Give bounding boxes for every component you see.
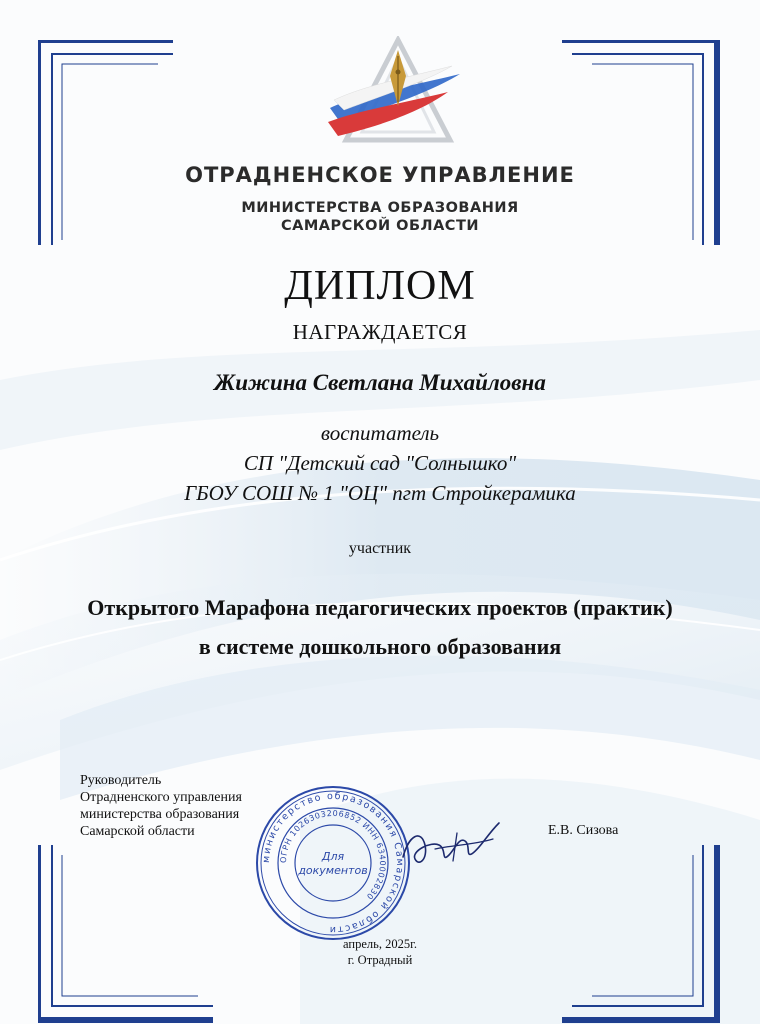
recipient-position: воспитатель [320, 421, 440, 445]
organization-subtitle [0, 199, 760, 235]
awarded-label: НАГРАЖДАЕТСЯ [292, 320, 468, 344]
stamp-inner-text: ОГРН 1026303206852 ИНН 6340002830 [278, 808, 388, 902]
recipient-institution-1: СП "Детский сад "Солнышко" [243, 451, 517, 475]
recipient-name: Жижина Светлана Михайловна [214, 370, 546, 395]
event-line-1: Открытого Марафона педагогических проектов (практик) [87, 595, 673, 620]
signatory-name: Е.В. Сизова [548, 823, 619, 838]
official-stamp [253, 783, 413, 943]
organization-name: ОТРАДНЕНСКОЕ УПРАВЛЕНИЕ [185, 163, 575, 187]
issue-date: апрель, 2025г. [343, 937, 417, 951]
event-name [0, 588, 760, 666]
participation-status: участник [348, 540, 412, 557]
event-line-2: в системе дошкольного образования [198, 634, 562, 659]
recipient-details [0, 418, 760, 508]
diploma-title: ДИПЛОМ [284, 263, 476, 309]
handwritten-signature [395, 815, 505, 875]
organization-logo [320, 36, 470, 154]
frame-corner-bottom-left [38, 845, 218, 1024]
organization-ministry: МИНИСТЕРСТВА ОБРАЗОВАНИЯ [241, 200, 519, 216]
issue-place-date [0, 936, 760, 968]
signatory-line-3: министерства образования [80, 807, 240, 822]
signatory-line-2: Отрадненского управления [80, 790, 242, 805]
signatory-line-1: Руководитель [80, 773, 162, 788]
stamp-center-2: документов [298, 864, 368, 877]
frame-corner-bottom-right [562, 845, 722, 1024]
signatory-line-4: Самарской области [80, 824, 195, 839]
signatory-title [80, 772, 242, 840]
recipient-institution-2: ГБОУ СОШ № 1 "ОЦ" пгт Стройкерамика [184, 481, 576, 505]
issue-city: г. Отрадный [347, 953, 413, 967]
organization-region: САМАРСКОЙ ОБЛАСТИ [281, 218, 479, 234]
stamp-outer-text: министерство образования Самарской области [260, 790, 406, 936]
stamp-center-1: Для [321, 850, 345, 863]
